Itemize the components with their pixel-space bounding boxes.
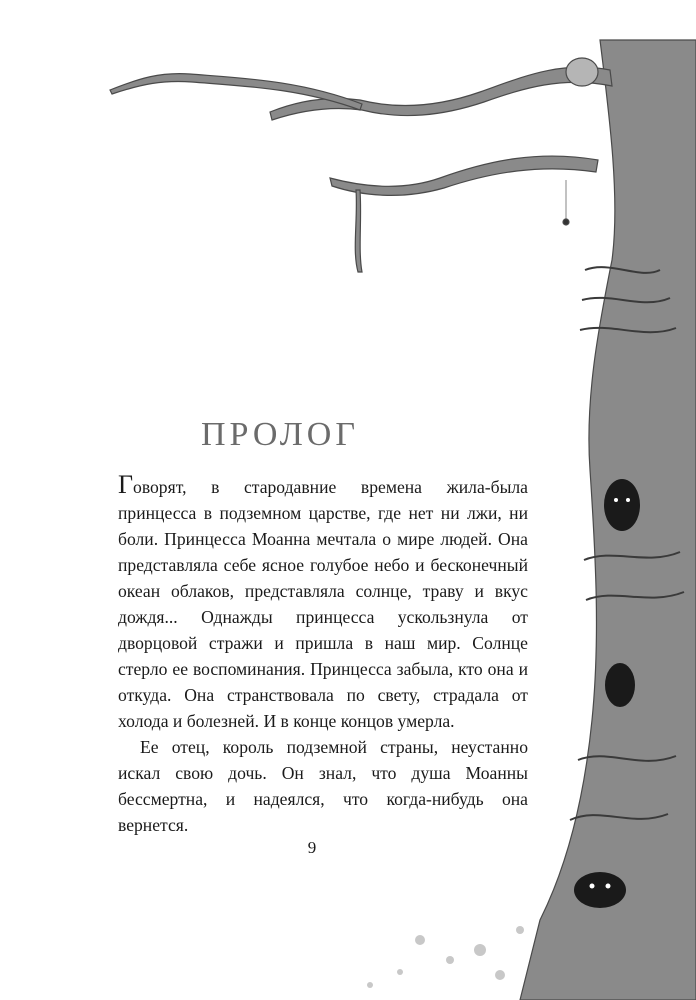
chapter-title: ПРОЛОГ [200, 416, 359, 453]
paragraph-1 [118, 470, 528, 734]
page-number: 9 [307, 838, 317, 857]
paragraph-2: Ее отец, король подземной страны, неустанно искал свою дочь. Он знал, что душа Моанны бессмертна, и надеялся, что когда-нибудь она вернется. [118, 737, 528, 835]
prologue-text [118, 470, 528, 838]
drop-cap: Г [118, 470, 134, 499]
paragraph-1-body: оворят, в стародавние времена жила-была принцесса в подземном царстве, где нет ни лжи, ни боли. Принцесса Моанна мечтала о мире людей. Она представляла себе ясное голубое небо и бесконечный океан облаков, представляла солнце, траву и вкус дождя... Однажды принцесса ускользнула от дворцовой стражи и пришла в наш мир. Солнце стерло ее воспоминания. Принцесса забыла, кто она и откуда. Она странствовала по свету, страдала от холода и болезней. И в конце концов умерла. [118, 477, 528, 731]
